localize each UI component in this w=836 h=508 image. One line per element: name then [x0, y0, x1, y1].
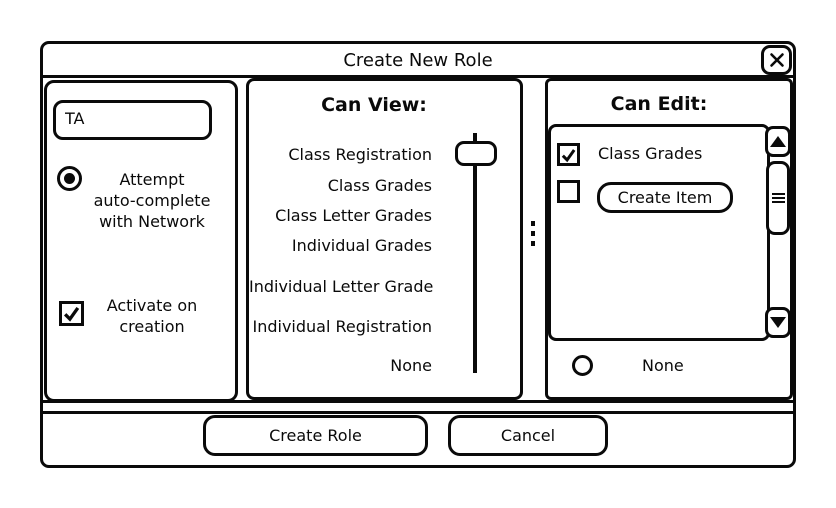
can-edit-none-radio[interactable]	[572, 355, 593, 376]
footer-top-divider	[43, 411, 793, 414]
create-item-button[interactable]: Create Item	[597, 182, 733, 213]
can-edit-scrollbar	[765, 126, 791, 338]
can-edit-listbox	[548, 124, 770, 341]
create-new-role-dialog	[40, 41, 796, 468]
can-view-slider-thumb[interactable]	[455, 141, 497, 166]
role-name-input[interactable]	[53, 100, 212, 140]
label-line: auto-complete	[93, 191, 211, 210]
can-view-item[interactable]: Class Letter Grades	[275, 206, 432, 225]
drag-dot-icon	[531, 231, 535, 236]
content-bottom-divider	[43, 400, 793, 403]
label-line: Activate on	[106, 296, 198, 315]
label-line: Attempt	[119, 170, 185, 189]
can-view-panel	[246, 78, 523, 400]
create-item-checkbox[interactable]	[557, 180, 580, 203]
scroll-up-button[interactable]	[765, 126, 791, 157]
create-role-button[interactable]: Create Role	[203, 415, 428, 456]
grip-icon	[772, 192, 785, 204]
can-edit-heading: Can Edit:	[610, 93, 708, 115]
can-edit-none-label: None	[642, 356, 684, 375]
role-settings-panel	[44, 80, 238, 402]
can-view-item[interactable]: Individual Grades	[291, 236, 432, 255]
radio-selected-dot-icon	[64, 173, 75, 184]
arrow-up-icon	[770, 136, 786, 147]
activate-on-creation-label	[77, 295, 227, 337]
can-view-item[interactable]: Individual Letter Grade	[249, 277, 434, 296]
cancel-button[interactable]: Cancel	[448, 415, 608, 456]
can-edit-panel	[545, 78, 793, 400]
class-grades-label: Class Grades	[598, 144, 703, 163]
dialog-title: Create New Role	[343, 50, 493, 71]
can-view-item[interactable]: None	[390, 356, 432, 375]
label-line: with Network	[99, 212, 205, 231]
drag-dot-icon	[531, 241, 535, 246]
title-bar	[43, 44, 793, 78]
close-icon	[768, 51, 786, 69]
label-line: creation	[119, 317, 185, 336]
drag-dot-icon	[531, 221, 535, 226]
can-view-heading: Can View:	[321, 94, 427, 116]
splitter-drag-handle[interactable]	[531, 221, 536, 246]
arrow-down-icon	[770, 317, 786, 328]
scroll-down-button[interactable]	[765, 307, 791, 338]
auto-complete-radio-label	[77, 169, 227, 232]
can-view-item[interactable]: Class Grades	[327, 176, 432, 195]
can-view-item[interactable]: Individual Registration	[252, 317, 432, 336]
can-view-item[interactable]: Class Registration	[288, 145, 432, 164]
close-button[interactable]	[761, 45, 792, 75]
scrollbar-thumb[interactable]	[766, 161, 790, 235]
class-grades-checkbox[interactable]	[557, 143, 580, 166]
can-view-slider-track[interactable]	[473, 133, 477, 373]
checkmark-icon	[560, 146, 577, 164]
